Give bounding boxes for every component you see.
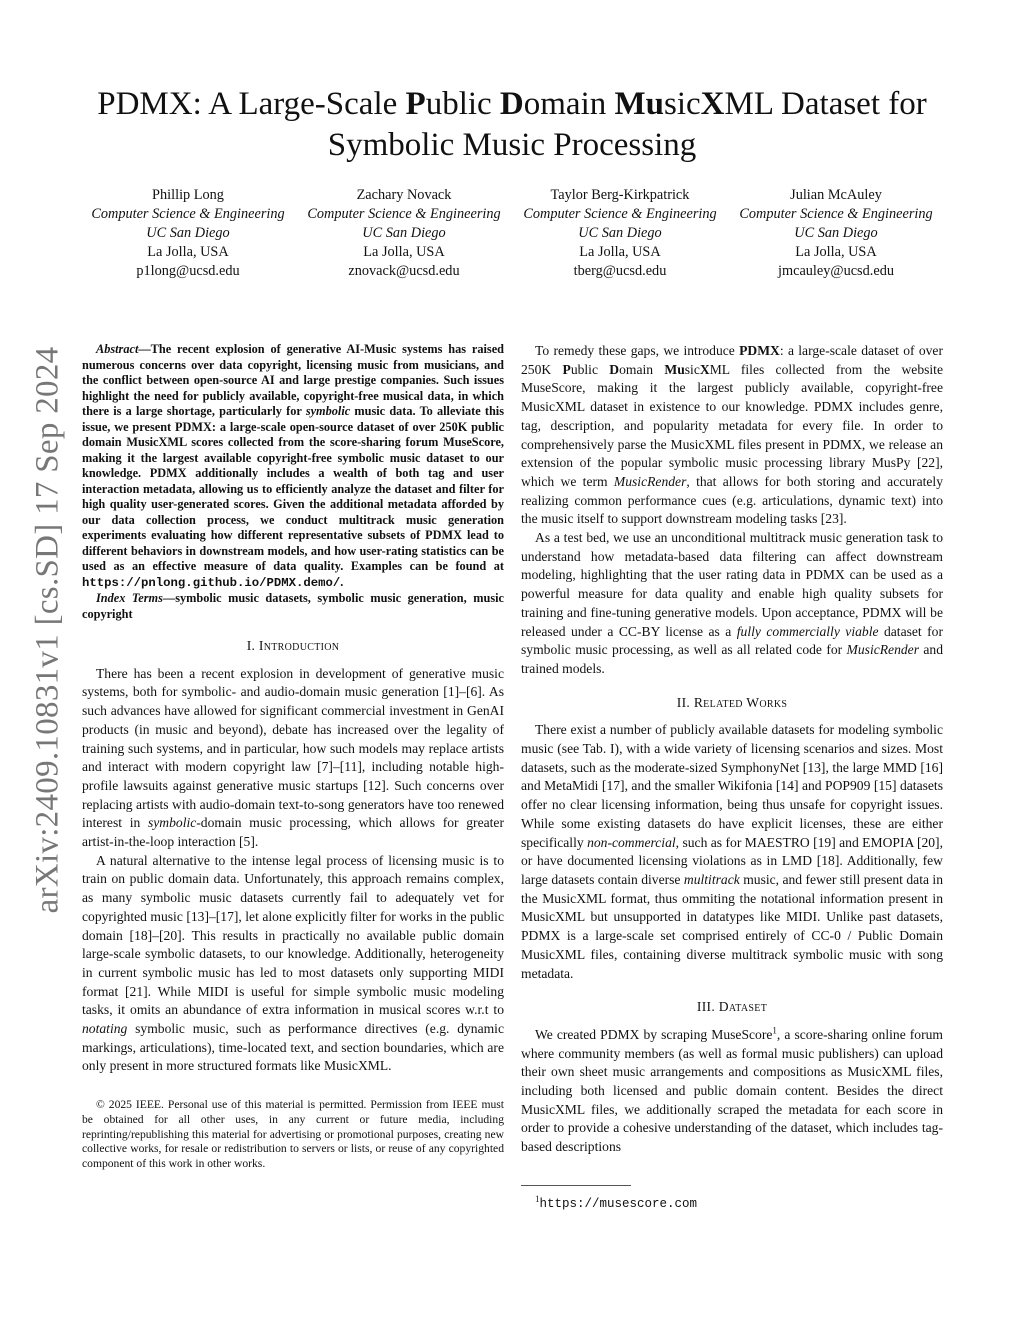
footnote-divider: [521, 1185, 631, 1186]
author-name: Phillip Long: [152, 187, 224, 203]
author-2: [296, 186, 512, 281]
author-name: Julian McAuley: [790, 187, 882, 203]
author-loc: La Jolla, USA: [579, 244, 661, 260]
author-email: znovack@ucsd.edu: [348, 263, 460, 279]
author-email: jmcauley@ucsd.edu: [778, 263, 894, 279]
right-column: [521, 342, 943, 1214]
author-dept: Computer Science & Engineering: [307, 206, 501, 222]
arxiv-stamp-text: arXiv:2409.10831v1 [cs.SD] 17 Sep 2024: [29, 346, 66, 914]
author-loc: La Jolla, USA: [147, 244, 229, 260]
left-column: [82, 342, 504, 1172]
author-loc: La Jolla, USA: [363, 244, 445, 260]
author-dept: Computer Science & Engineering: [523, 206, 717, 222]
author-1: [80, 186, 296, 281]
related-works-paragraph: There exist a number of publicly available datasets for modeling symbolic music (see Tab. I), with a wide variety of licensing scenarios and sizes. Most datasets, such as the moderate-sized SymphonyNet [13], the large MMD [16] and MetaMidi [17], and the smaller Wikifonia [14] and POP909 [15] datasets offer no clear licensing information, being thus unsafe for copyright issues. While some existing datasets do have explicit licenses, these are either specifically non-commercial, such as for MAESTRO [19] and EMOPIA [20], or have documented licensing violations as in LMD [18]. Additionally, few large datasets contain diverse multitrack music, and fewer still present data in the MusicXML format, thus ommiting the notational information present in MusicXML but unsupported in datatypes like MIDI. Unlike past datasets, PDMX is a large-scale set comprised entirely of CC-0 / Public Domain MusicXML files, containing diverse multitrack symbolic music with song metadata.: [521, 722, 943, 981]
intro-paragraph-4: As a test bed, we use an unconditional multitrack music generation task to understand how metadata-based data filtering can affect downstream modeling, highlighting that the user rating data in PDMX can be used as a powerful measure for data quality and enable high quality subsets for training and fine-tuning generative models. Upon acceptance, PDMX will be released under a CC-BY license as a fully commercially viable dataset for symbolic music processing, as well as all related code for MusicRender and trained models.: [521, 530, 943, 676]
author-loc: La Jolla, USA: [795, 244, 877, 260]
intro-paragraph-1: There has been a recent explosion in development of generative music systems, both for symbolic- and audio-domain music generation [1]–[6]. As such advances have allowed for significant commercial investment in GenAI products (in music and beyond), debate has increased over the legality of training such systems, and in particular, how such models may replace artists and interact with modern copyright law [7]–[11], including notable high-profile lawsuits against generative music startups [12]. Such concerns over replacing artists with audio-domain text-to-song generators have too renewed interest in symbolic-domain music processing, which allows for greater artist-in-the-loop interaction [5].: [82, 665, 504, 850]
author-block: [80, 186, 944, 281]
paper-title: PDMX: A Large-Scale Public Domain MusicXML Dataset for Symbolic Music Processing: [97, 86, 927, 163]
footnote-link[interactable]: https://musescore.com: [539, 1196, 698, 1211]
footnote: $^1$https://musescore.com: [535, 1193, 698, 1211]
author-4: [728, 186, 944, 281]
author-dept: Computer Science & Engineering: [739, 206, 933, 222]
author-email: tberg@ucsd.edu: [573, 263, 667, 279]
section-heading-related: II. Related Works: [676, 694, 788, 710]
demo-link[interactable]: https://pnlong.github.io/PDMX.demo/: [82, 575, 341, 590]
intro-paragraph-3: To remedy these gaps, we introduce PDMX: a large-scale dataset of over 250K Public Domain MusicXML files collected from the website MuseScore, making it the largest publicly available, copyright-free MusicXML dataset in existence to our knowledge. PDMX includes genre, tag, description, and popularity metadata for every file. In order to comprehensively parse the MusicXML files present in PDMX, we release an extension of the popular symbolic music processing library MusPy [22], which we term MusicRender, that allows for both storing and accurately realizing common performance cues (e.g. articulations, dynamic text) into the music itself to support downstream modeling tasks [23].: [521, 343, 943, 527]
author-email: p1long@ucsd.edu: [136, 263, 240, 279]
abstract-label: Abstract: [96, 342, 139, 356]
author-inst: UC San Diego: [578, 225, 662, 241]
author-name: Taylor Berg-Kirkpatrick: [550, 187, 690, 203]
author-name: Zachary Novack: [356, 187, 452, 203]
author-inst: UC San Diego: [146, 225, 230, 241]
index-terms: Index Terms—symbolic music datasets, symbolic music generation, music copyright: [82, 591, 504, 621]
abstract: Abstract—The recent explosion of generative AI-Music systems has raised numerous concerns over data copyright, licensing music from musicians, and the conflict between open-source AI and large prestige companies. Such issues highlight the need for publicly available, copyright-free musical data, in which there is a large shortage, particularly for symbolic music data. To alleviate this issue, we present PDMX: a large-scale open-source dataset of over 250K public domain MusicXML scores collected from the score-sharing forum MuseScore, making it the largest available copyright-free symbolic music dataset to our knowledge. PDMX additionally includes a wealth of both tag and user interaction metadata, allowing us to efficiently analyze the dataset and filter for high quality user-generated scores. Given the additional metadata afforded by our data collection process, we conduct multitrack music generation experiments evaluating how different representative subsets of PDMX lead to different behaviors in downstream models, and how user-rating statistics can be used as an effective measure of data quality. Examples can be found at https://pnlong.github.io/PDMX.demo/. Index Terms—symbolic music datasets, symbolic music generation, music copyright: [82, 342, 505, 621]
section-heading-dataset: III. Dataset: [696, 999, 768, 1015]
section-heading-intro: I. Introduction: [246, 638, 340, 653]
dataset-paragraph: We created PDMX by scraping MuseScore$^1$, a score-sharing online forum where community members (as well as formal music publishers) can upload their own sheet music arrangements and compositions as MusicXML files, including both licensed and public domain content. Besides the direct MusicXML files, we additionally scraped the metadata for each score in order to provide a cohesive understanding of the dataset, which includes tag-based descriptions: [521, 1025, 944, 1155]
author-3: [512, 186, 728, 281]
author-inst: UC San Diego: [794, 225, 878, 241]
author-inst: UC San Diego: [362, 225, 446, 241]
author-dept: Computer Science & Engineering: [91, 206, 285, 222]
copyright-notice: © 2025 IEEE. Personal use of this material is permitted. Permission from IEEE must be obtained for all other uses, in any current or future media, including reprinting/republishing this material for advertising or promotional purposes, creating new collective works, for resale or redistribution to servers or lists, or reuse of any copyrighted component of this work in other works.: [82, 1098, 504, 1170]
intro-paragraph-2: A natural alternative to the intense legal process of licensing music is to train on public domain data. Unfortunately, this approach remains complex, as many symbolic music datasets currently fail to adequately vet for copyrighted music [13]–[17], let alone explicitly filter for works in the public domain [18]–[20]. This results in practically no available public domain large-scale symbolic datasets, to our knowledge. Additionally, heterogeneity in current symbolic music has led to most datasets only supporting MIDI format [21]. While MIDI is useful for simple symbolic music modeling tasks, it omits an abundance of extra information in musical scores w.r.t to notating symbolic music, such as performance directives (e.g. dynamic markings, articulations), time-located text, and section boundaries, which are only present in more structured formats like MusicXML.: [82, 852, 504, 1074]
